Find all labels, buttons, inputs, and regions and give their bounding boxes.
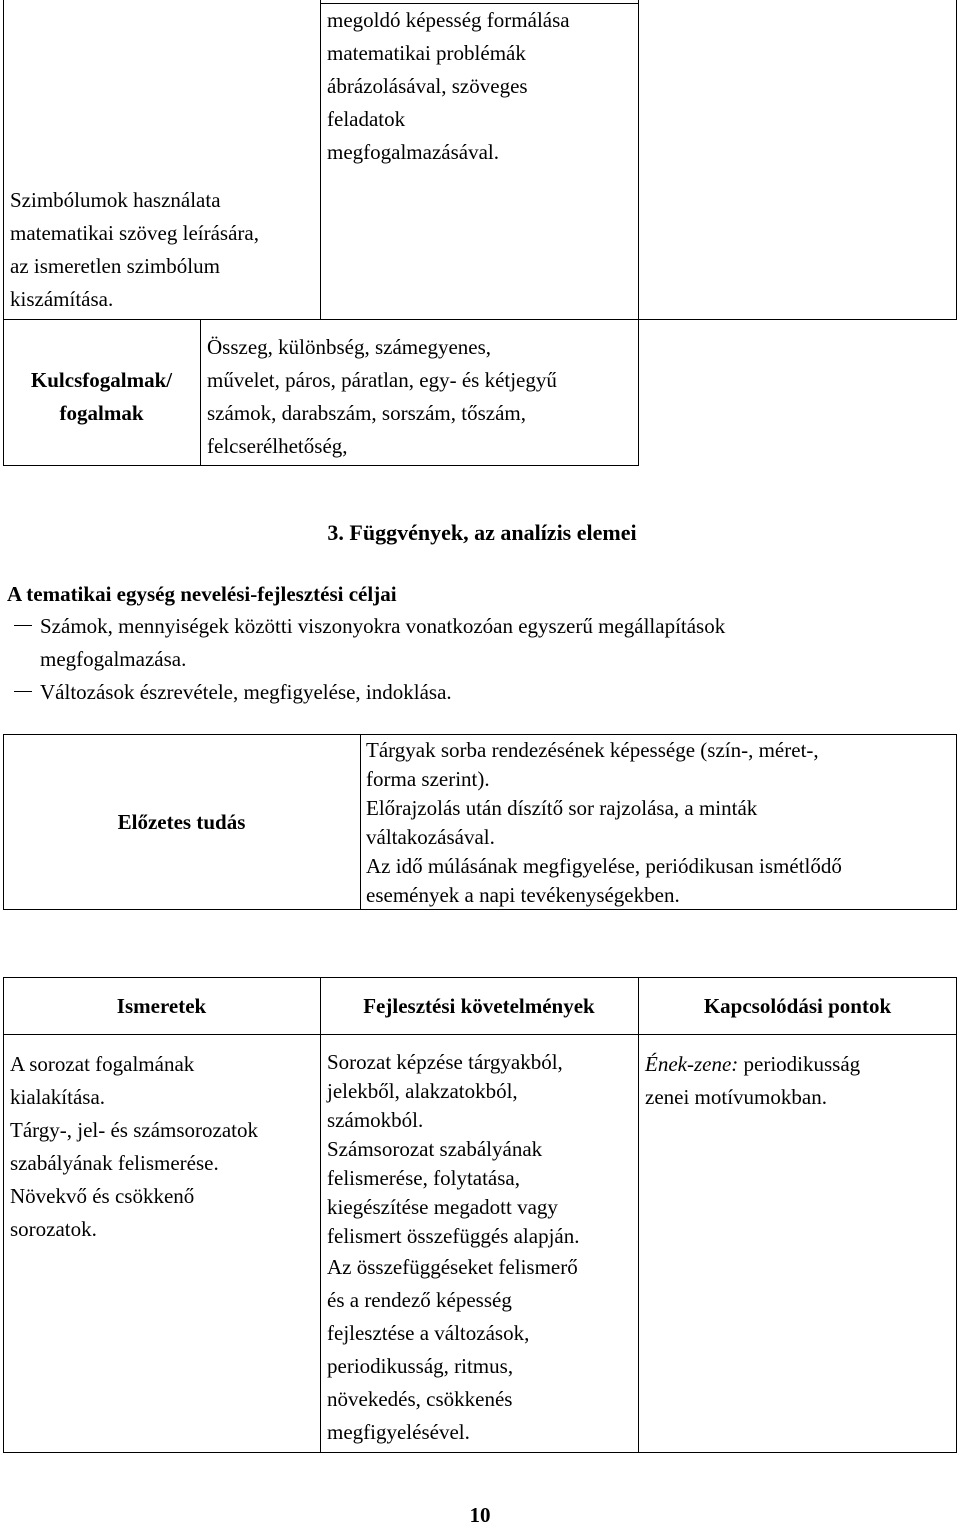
key-concepts-text xyxy=(207,331,557,463)
key-text-line-4: felcserélhetőség, xyxy=(207,434,348,458)
row1-mid-line-3: ábrázolásával, szöveges xyxy=(327,74,528,98)
key-text-line-2: művelet, páros, páratlan, egy- és kétjegyű xyxy=(207,368,557,392)
key-concepts-label xyxy=(3,364,200,430)
row1-mid-line-2: matematikai problémák xyxy=(327,41,526,65)
key-label-line-2: fogalmak xyxy=(59,401,144,425)
prior-knowledge-label: Előzetes tudás xyxy=(117,810,246,834)
key-label-line-1: Kulcsfogalmak/ xyxy=(30,368,173,392)
top-table-row-divider xyxy=(3,319,957,320)
fejlesztesi-line-1: Sorozat képzése tárgyakból, xyxy=(327,1050,563,1074)
page-number: 10 xyxy=(469,1503,491,1527)
zenei-motivumokban-text: zenei motívumokban. xyxy=(645,1085,827,1109)
prior-knowledge-divider xyxy=(360,734,361,910)
goal-item-1 xyxy=(7,610,725,676)
goals-list xyxy=(7,610,725,709)
main-table-header-divider xyxy=(3,1034,957,1035)
row2-left-line-2: matematikai szöveg leírására, xyxy=(10,221,259,245)
top-table-row1-mid-text xyxy=(327,4,570,169)
prior-text-line-5: Az idő múlásának megfigyelése, periódikusan ismétlődő xyxy=(366,854,842,878)
header-fejlesztesi-kovetelmenyek: Fejlesztési követelmények xyxy=(363,994,595,1018)
top-table-divider-2 xyxy=(638,0,639,466)
fejlesztesi-kovetelmenyek-cell xyxy=(327,1048,580,1449)
key-text-line-1: Összeg, különbség, számegyenes, xyxy=(207,335,492,359)
row2-left-line-3: az ismeretlen szimbólum xyxy=(10,254,220,278)
row1-mid-line-4: feladatok xyxy=(327,107,406,131)
kapcsolodasi-pontok-cell xyxy=(645,1048,860,1114)
fejlesztesi-line-10: fejlesztése a változások, xyxy=(327,1321,530,1345)
row2-left-line-1: Szimbólumok használata xyxy=(10,188,221,212)
fejlesztesi-line-3: számokból. xyxy=(327,1108,424,1132)
row1-mid-line-5: megfogalmazásával. xyxy=(327,140,499,164)
prior-text-line-4: váltakozásával. xyxy=(366,825,495,849)
fejlesztesi-line-8: Az összefüggéseket felismerő xyxy=(327,1255,578,1279)
ismeretek-line-6: sorozatok. xyxy=(10,1217,97,1241)
fejlesztesi-line-12: növekedés, csökkenés xyxy=(327,1387,513,1411)
top-table-bottom-border xyxy=(3,465,639,466)
ismeretek-line-2: kialakítása. xyxy=(10,1085,106,1109)
goal-2-line-1: Változások észrevétele, megfigyelése, indoklása. xyxy=(40,680,452,704)
ismeretek-line-3: Tárgy-, jel- és számsorozatok xyxy=(10,1118,259,1142)
prior-knowledge-text xyxy=(366,736,842,910)
goal-1-line-2: megfogalmazása. xyxy=(40,647,187,671)
goal-item-2 xyxy=(7,676,725,709)
row2-left-line-4: kiszámítása. xyxy=(10,287,114,311)
fejlesztesi-line-2: jelekből, alakzatokból, xyxy=(327,1079,518,1103)
prior-text-line-2: forma szerint). xyxy=(366,767,490,791)
section-title: 3. Függvények, az analízis elemei xyxy=(327,520,637,545)
fejlesztesi-line-11: periodikusság, ritmus, xyxy=(327,1354,514,1378)
fejlesztesi-line-7: felismert összefüggés alapján. xyxy=(327,1224,580,1248)
prior-text-line-3: Előrajzolás után díszítő sor rajzolása, a minták xyxy=(366,796,758,820)
fejlesztesi-line-5: felismerése, folytatása, xyxy=(327,1166,520,1190)
goal-1-line-1: Számok, mennyiségek közötti viszonyokra vonatkozóan egyszerű megállapítások xyxy=(40,614,726,638)
prior-text-line-1: Tárgyak sorba rendezésének képessége (szín-, méret-, xyxy=(366,738,819,762)
fejlesztesi-line-9: és a rendező képesség xyxy=(327,1288,512,1312)
goals-heading: A tematikai egység nevelési-fejlesztési céljai xyxy=(7,582,397,606)
ismeretek-line-1: A sorozat fogalmának xyxy=(10,1052,195,1076)
top-table-key-divider xyxy=(200,319,201,466)
header-kapcsolodasi-pontok: Kapcsolódási pontok xyxy=(703,994,892,1018)
ismeretek-cell xyxy=(10,1048,258,1246)
top-table-row2-left-text xyxy=(10,184,259,316)
periodikussag-text: periodikusság xyxy=(738,1052,861,1076)
top-table-divider-1 xyxy=(320,0,321,320)
main-table-col-divider-1 xyxy=(320,977,321,1453)
enek-zene-label: Ének-zene: xyxy=(645,1052,739,1076)
key-text-line-3: számok, darabszám, sorszám, tőszám, xyxy=(207,401,526,425)
row1-mid-line-1: megoldó képesség formálása xyxy=(327,8,570,32)
header-ismeretek: Ismeretek xyxy=(116,994,207,1018)
fejlesztesi-line-4: Számsorozat szabályának xyxy=(327,1137,543,1161)
ismeretek-line-4: szabályának felismerése. xyxy=(10,1151,219,1175)
top-table-right-border xyxy=(956,0,957,320)
fejlesztesi-line-13: megfigyelésével. xyxy=(327,1420,470,1444)
ismeretek-line-5: Növekvő és csökkenő xyxy=(10,1184,195,1208)
main-table-col-divider-2 xyxy=(638,977,639,1453)
prior-text-line-6: események a napi tevékenységekben. xyxy=(366,883,680,907)
fejlesztesi-line-6: kiegészítése megadott vagy xyxy=(327,1195,558,1219)
